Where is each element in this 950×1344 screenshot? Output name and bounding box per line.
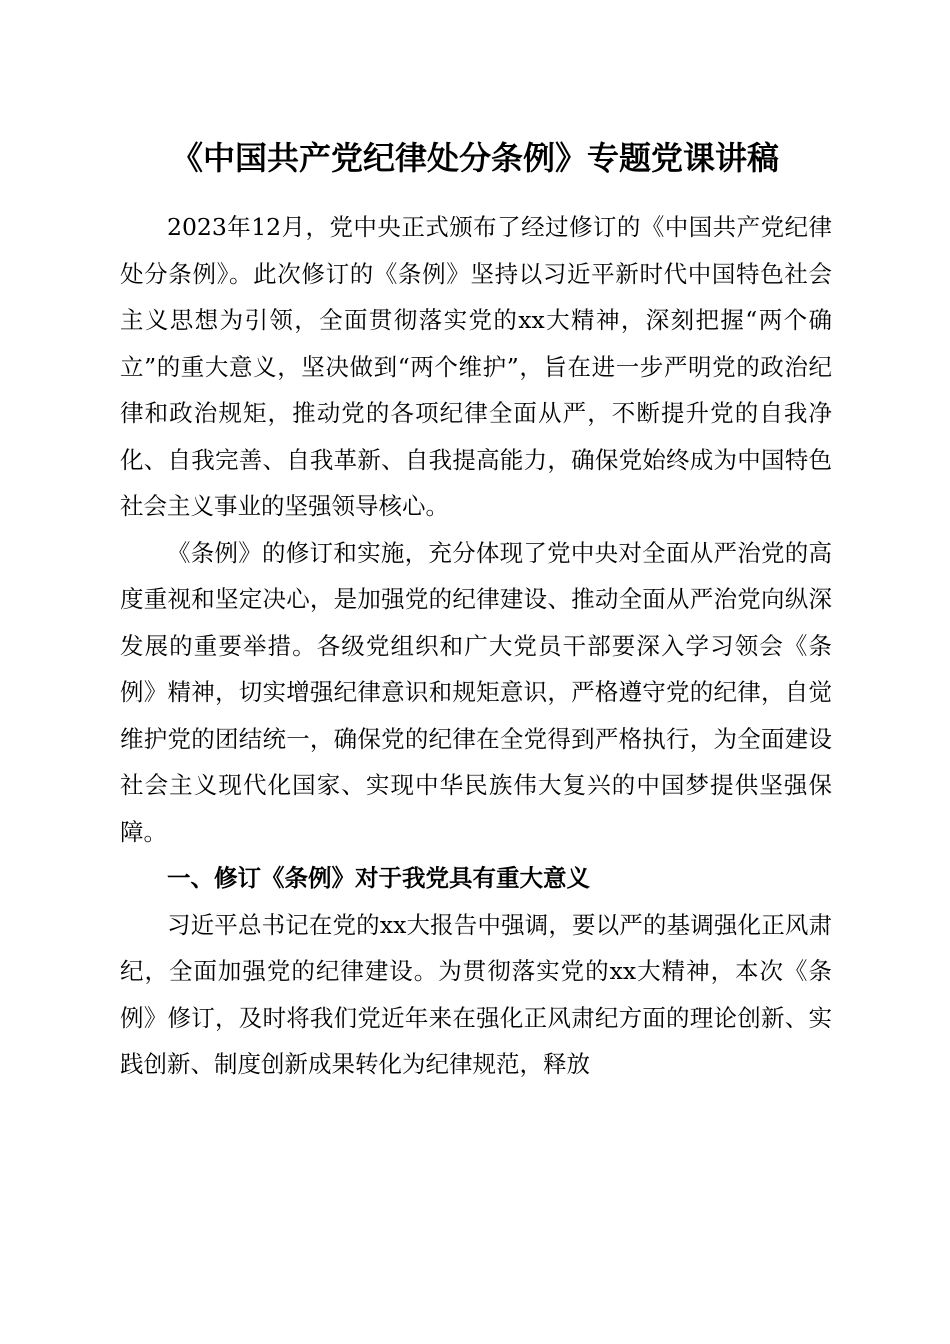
paragraph-section-one: 习近平总书记在党的xx大报告中强调，要以严的基调强化正风肃纪，全面加强党的纪律建设。为贯彻落实党的xx大精神，本次《条例》修订，及时将我们党近年来在强化正风肃纪方面的理论创新、实践创新、制度创新成果转化为纪律规范，释放 xyxy=(120,910,832,1078)
paragraph-significance: 《条例》的修订和实施，充分体现了党中央对全面从严治党的高度重视和坚定决心，是加强党的纪律建设、推动全面从严治党向纵深发展的重要举措。各级党组织和广大党员干部要深入学习领会《条例》精神，切实增强纪律意识和规矩意识，严格遵守党的纪律，自觉维护党的团结统一，确保党的纪律在全党得到严格执行，为全面建设社会主义现代化国家、实现中华民族伟大复兴的中国梦提供坚强保障。 xyxy=(120,538,832,846)
paragraph-intro: 2023年12月，党中央正式颁布了经过修订的《中国共产党纪律处分条例》。此次修订的《条例》坚持以习近平新时代中国特色社会主义思想为引领，全面贯彻落实党的xx大精神，深刻把握“两个确立”的重大意义，坚决做到“两个维护”，旨在进一步严明党的政治纪律和政治规矩，推动党的各项纪律全面从严，不断提升党的自我净化、自我完善、自我革新、自我提高能力，确保党始终成为中国特色社会主义事业的坚强领导核心。 xyxy=(120,213,832,520)
section-heading: 一、修订《条例》对于我党具有重大意义 xyxy=(167,864,590,892)
document-title: 《中国共产党纪律处分条例》专题党课讲稿 xyxy=(170,139,779,177)
document-body xyxy=(120,204,832,1088)
